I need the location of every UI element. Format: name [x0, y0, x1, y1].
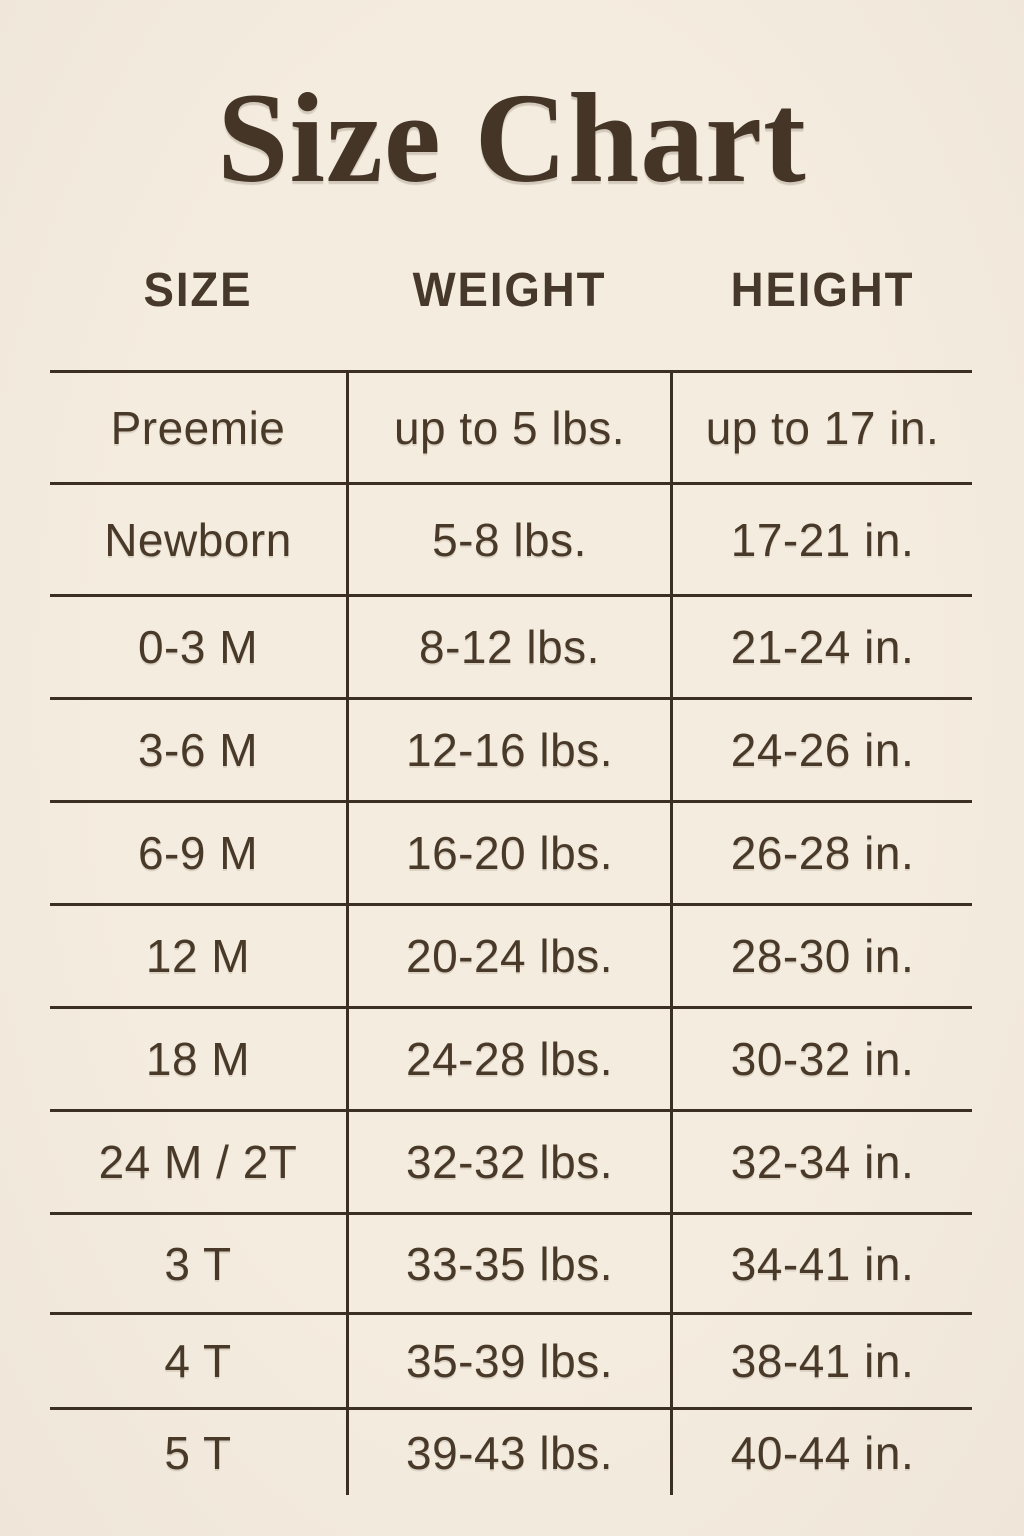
size-cell: 18 M: [145, 1033, 251, 1085]
table-row: [50, 1407, 972, 1495]
table-row: [50, 1006, 972, 1109]
height-cell: 21-24 in.: [730, 621, 915, 673]
page-title: Size Chart: [217, 67, 807, 209]
weight-cell: 33-35 lbs.: [346, 1215, 673, 1312]
weight-cell: 35-39 lbs.: [346, 1315, 673, 1407]
size-cell: Preemie: [110, 401, 286, 454]
column-header-weight: WEIGHT: [412, 263, 607, 317]
table-row: [50, 594, 972, 697]
height-cell: 32-34 in.: [730, 1136, 915, 1188]
weight-cell: 32-32 lbs.: [346, 1112, 673, 1212]
weight-cell: 20-24 lbs.: [346, 906, 673, 1006]
height-cell: 24-26 in.: [730, 724, 915, 776]
column-header-size: SIZE: [143, 263, 253, 317]
weight-cell: 12-16 lbs.: [346, 700, 673, 800]
table-row: [50, 1312, 972, 1407]
weight-cell: 16-20 lbs.: [346, 803, 673, 903]
height-cell: 26-28 in.: [730, 827, 915, 879]
weight-cell: 39-43 lbs.: [346, 1410, 673, 1495]
column-header-height: HEIGHT: [730, 263, 915, 317]
height-cell: 34-41 in.: [730, 1237, 915, 1290]
size-cell: 4 T: [164, 1335, 232, 1387]
size-cell: 3-6 M: [137, 724, 259, 776]
size-cell: 6-9 M: [137, 827, 259, 879]
table-row: [50, 1212, 972, 1312]
table-row: [50, 697, 972, 800]
size-cell: 3 T: [164, 1237, 232, 1290]
size-cell: 0-3 M: [137, 621, 259, 673]
table-row: [50, 370, 972, 482]
size-cell: 12 M: [145, 930, 251, 982]
table-row: [50, 482, 972, 594]
height-cell: 38-41 in.: [730, 1335, 915, 1387]
size-cell: 24 M / 2T: [98, 1136, 298, 1188]
size-table: [50, 370, 972, 1495]
size-cell: 5 T: [164, 1426, 232, 1479]
weight-cell: 24-28 lbs.: [346, 1009, 673, 1109]
height-cell: 28-30 in.: [730, 930, 915, 982]
height-cell: 30-32 in.: [730, 1033, 915, 1085]
table-row: [50, 903, 972, 1006]
weight-cell: up to 5 lbs.: [346, 373, 673, 482]
height-cell: 17-21 in.: [730, 513, 915, 566]
table-row: [50, 800, 972, 903]
weight-cell: 5-8 lbs.: [346, 485, 673, 594]
size-cell: Newborn: [104, 513, 292, 566]
table-header-row: [50, 260, 972, 320]
table-row: [50, 1109, 972, 1212]
height-cell: 40-44 in.: [730, 1426, 915, 1479]
height-cell: up to 17 in.: [705, 401, 940, 454]
weight-cell: 8-12 lbs.: [346, 597, 673, 697]
